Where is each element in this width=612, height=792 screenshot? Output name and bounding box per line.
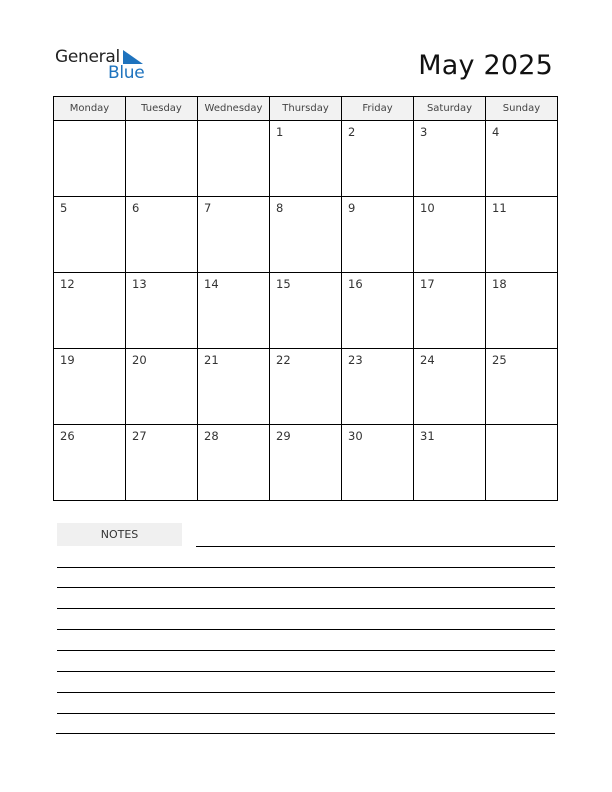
day-cell	[486, 273, 558, 349]
day-cell	[342, 273, 414, 349]
day-cell	[342, 349, 414, 425]
day-number: 15	[276, 277, 291, 291]
notes-line	[57, 713, 555, 714]
day-number: 5	[60, 201, 68, 215]
day-number: 9	[348, 201, 356, 215]
day-number: 22	[276, 353, 291, 367]
day-number: 19	[60, 353, 75, 367]
day-cell	[54, 425, 126, 501]
notes-line	[57, 650, 555, 651]
weekday-header: Wednesday	[198, 97, 270, 121]
weekday-header-row	[54, 97, 558, 121]
day-number: 28	[204, 429, 219, 443]
day-cell	[486, 425, 558, 501]
week-row	[54, 197, 558, 273]
day-number: 17	[420, 277, 435, 291]
logo-triangle-icon	[123, 50, 143, 64]
day-cell	[54, 197, 126, 273]
day-number: 10	[420, 201, 435, 215]
day-cell	[486, 121, 558, 197]
day-number: 13	[132, 277, 147, 291]
notes-line	[57, 587, 555, 588]
day-cell	[486, 349, 558, 425]
day-number: 12	[60, 277, 75, 291]
day-cell	[126, 197, 198, 273]
day-cell	[270, 197, 342, 273]
day-number: 23	[348, 353, 363, 367]
day-number: 8	[276, 201, 284, 215]
day-number: 30	[348, 429, 363, 443]
day-number: 11	[492, 201, 507, 215]
week-row	[54, 425, 558, 501]
day-number: 24	[420, 353, 435, 367]
day-number: 1	[276, 125, 284, 139]
day-number: 27	[132, 429, 147, 443]
weekday-header: Tuesday	[126, 97, 198, 121]
weekday-header: Friday	[342, 97, 414, 121]
day-cell	[342, 425, 414, 501]
day-cell	[198, 425, 270, 501]
day-cell	[54, 273, 126, 349]
day-cell	[486, 197, 558, 273]
day-cell	[270, 425, 342, 501]
day-number: 6	[132, 201, 140, 215]
notes-line	[57, 608, 555, 609]
day-cell	[198, 273, 270, 349]
day-cell	[198, 197, 270, 273]
week-row	[54, 273, 558, 349]
notes-line	[57, 692, 555, 693]
day-cell	[54, 121, 126, 197]
day-number	[198, 121, 269, 125]
week-row	[54, 349, 558, 425]
day-number: 21	[204, 353, 219, 367]
week-row	[54, 121, 558, 197]
brand-logo	[55, 47, 150, 83]
day-cell	[126, 273, 198, 349]
weekday-header: Monday	[54, 97, 126, 121]
day-number: 16	[348, 277, 363, 291]
page-title: May 2025	[418, 50, 553, 81]
day-number: 25	[492, 353, 507, 367]
day-cell	[198, 349, 270, 425]
day-cell	[270, 121, 342, 197]
day-number	[54, 121, 125, 125]
day-cell	[414, 425, 486, 501]
notes-line	[57, 671, 555, 672]
day-number: 3	[420, 125, 428, 139]
calendar-grid	[53, 96, 558, 501]
day-cell	[414, 273, 486, 349]
day-number: 26	[60, 429, 75, 443]
notes-line	[196, 546, 555, 547]
logo-text-general: General	[55, 47, 120, 67]
day-number: 14	[204, 277, 219, 291]
day-cell	[126, 349, 198, 425]
day-cell	[342, 197, 414, 273]
weekday-header: Sunday	[486, 97, 558, 121]
notes-label: NOTES	[57, 523, 182, 546]
day-number	[126, 121, 197, 125]
notes-line	[57, 629, 555, 630]
day-cell	[414, 349, 486, 425]
weekday-header: Thursday	[270, 97, 342, 121]
day-cell	[414, 121, 486, 197]
day-cell	[270, 273, 342, 349]
day-number: 31	[420, 429, 435, 443]
day-cell	[126, 121, 198, 197]
day-cell	[270, 349, 342, 425]
day-cell	[414, 197, 486, 273]
day-number	[486, 425, 557, 429]
day-cell	[54, 349, 126, 425]
logo-text-blue: Blue	[108, 63, 145, 83]
day-number: 7	[204, 201, 212, 215]
day-number: 2	[348, 125, 356, 139]
day-number: 18	[492, 277, 507, 291]
day-cell	[126, 425, 198, 501]
notes-line	[56, 733, 555, 734]
day-cell	[198, 121, 270, 197]
day-number: 20	[132, 353, 147, 367]
day-number: 4	[492, 125, 500, 139]
day-cell	[342, 121, 414, 197]
notes-line	[57, 567, 555, 568]
weekday-header: Saturday	[414, 97, 486, 121]
day-number: 29	[276, 429, 291, 443]
